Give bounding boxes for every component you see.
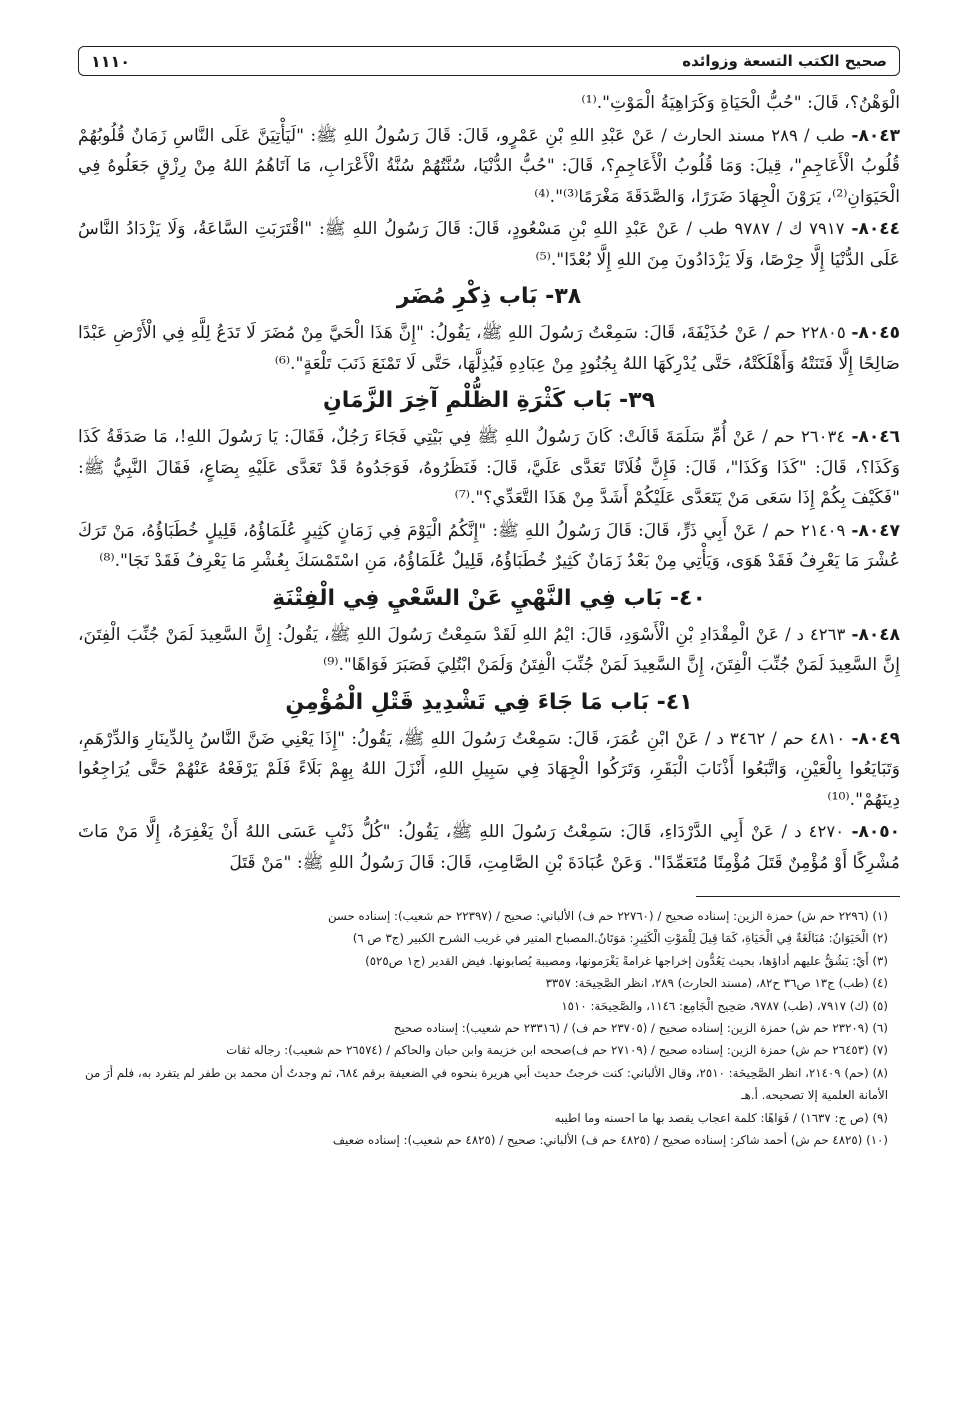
footnotes — [78, 905, 900, 1151]
hadith-text: عَنْ عَبْدِ اللهِ بْنِ مَسْعُودٍ، قَالَ: قَالَ رَسُولُ اللهِ ﷺ: "اقْتَرَبَتِ السَّاعَةُ، وَلَا يَزْدَادُ النَّاسُ عَلَى الدُّنْيَا إِلَّا حِرْصًا، وَلَا يَزْدَادُونَ مِنَ اللهِ إِلَّا بُعْدًا".⁽⁵⁾ — [78, 219, 900, 270]
hadith-source: ٧٩١٧ ك / ٩٧٨٧ طب / — [686, 219, 845, 238]
footnote: (٣) أَيْ: يَشُقُّ عليهم أداؤها، بحيث يَعُدُّون إخراجها غرامةً يَغْرَمونها، ومصيبة يُصابونها. فيض القدير (ج١ ص٥٢٥) — [365, 953, 888, 968]
hadith-source: ٢٦٠٣٤ حم / — [762, 427, 846, 446]
hadith-8046 — [78, 422, 900, 514]
page-header — [78, 46, 900, 76]
footnote: (٨) (حم) ٢١٤٠٩، انظر الصَّحِيحَة: ٢٥١٠، وقال الألباني: كنت خرجتُ حديث أبي هريرة بنحوه في الضعيفة برقم ٦٨٤، ثم وجدتُ أن محمد بن طفر لم يتفرد به، فلم أرَ من الأمانة العلمية إلا تصحيحه. أ.هـ — [85, 1065, 888, 1103]
hadith-text: عَنْ حُذَيْفَةَ، قَالَ: سَمِعْتُ رَسُولَ اللهِ ﷺ، يَقُولُ: "إِنَّ هَذَا الْحَيَّ مِنْ مُضَرَ لَا تَدَعُ لِلَّهِ فِي الْأَرْضِ عَبْدًا صَالِحًا إِلَّا فَتَنَتْهُ وَأَهْلَكَتْهُ، حَتَّى يُدْرِكَهَا اللهُ بِجُنُودٍ مِنْ عِبَادِهِ فَيُذِلَّهَا، حَتَّى لَا تَمْنَعَ ذَنَبَ تَلْعَةٍ".⁽⁶⁾ — [78, 323, 900, 374]
footnote: (٤) (طب) ج١٣ ص٣٦ ح٨٢، (مسند الحارث) ٢٨٩، انظر الصَّحِيحَة: ٣٣٥٧ — [545, 976, 888, 991]
chapter-heading: ٤٠- بَاب فِي النَّهْيِ عَنْ السَّعْيِ فِي الْفِتْنَةِ — [272, 585, 706, 611]
hadith-number: ٨٠٤٨- — [851, 624, 901, 645]
hadith-8043 — [78, 121, 900, 213]
footnote: (٩) (ص ج: ١٦٣٧) / فَوَاهًا: كلمة اعجاب يقصد بها ما احسنه وما اطيبه — [554, 1110, 888, 1125]
hadith-source: ٢٢٨٠٥ حم / — [763, 323, 846, 342]
chapter-heading: ٣٩- بَاب كَثْرَةِ الظُّلْمِ آخِرَ الزَّمَانِ — [322, 388, 656, 413]
footnote: (٧) (٢٦٤٥٣ حم ش) حمزة الزين: إسناده صحيح / (٢٧١٠٩ حم ف)صححه ابن خزيمة وابن حبان والحاكم / (٢٦٥٧٤ حم شعيب): رجاله ثقات — [226, 1043, 888, 1058]
hadith-text: عَنْ عَبْدِ اللهِ بْنِ عَمْرٍو، قَالَ: قَالَ رَسُولُ اللهِ ﷺ: "لَيَأْتِيَنَّ عَلَى النَّاسِ زَمَانٌ قُلُوبُهُمْ قُلُوبُ الْأَعَاجِمِ"، قِيلَ: وَمَا قُلُوبُ الْأَعَاجِمِ؟، قَالَ: "حُبُّ الدُّنْيَا، سُنَّتُهُمْ سُنَّةُ الْأَعْرَابِ، مَا آتَاهُمُ اللهُ مِنْ رِزْقٍ جَعَلُوهُ فِي الْحَيَوَانِ⁽²⁾، يَرَوْنَ الْجِهَادَ ضَرَرًا، وَالصَّدَقَةَ مَغْرَمًا⁽³⁾".⁽⁴⁾ — [78, 125, 900, 207]
hadith-source: ٤٨١٠ حم / ٣٤٦٢ د / — [705, 728, 846, 748]
hadith-number: ٨٠٤٩- — [851, 728, 901, 749]
footnote: (١) (٢٢٩٦ حم ش) حمزة الزين: إسناده صحيح / (٢٢٧٦٠ حم ف) الألباني: صحيح / (٢٢٣٩٧ حم شعيب): إسناده حسن — [327, 909, 888, 923]
hadith-source: ٤٢٦٣ د / — [785, 624, 846, 644]
hadith-text: عَنْ أَبِي الدَّرْدَاءِ، قَالَ: سَمِعْتُ رَسُولَ اللهِ ﷺ، يَقُولُ: "كُلُّ ذَنْبٍ عَسَى اللهُ أَنْ يَغْفِرَهُ، إِلَّا مَنْ مَاتَ مُشْرِكًا أَوْ مُؤْمِنٌ قَتَلَ مُؤْمِنًا مُتَعَمِّدًا". وَعَنْ عُبَادَةَ بْنِ الصَّامِتِ، قَالَ: قَالَ رَسُولُ اللهِ ﷺ: "مَنْ قَتَلَ — [78, 822, 900, 873]
chapter-heading: ٣٨- بَاب ذِكْرِ مُضَر — [396, 284, 582, 309]
footnote-divider — [696, 896, 900, 897]
footnote: (٥) (ك) ٧٩١٧، (طب) ٩٧٨٧، صَحِيح الْجَامِع: ١١٤٦، والصَّحِيحَة: ١٥١٠ — [561, 998, 888, 1013]
hadith-text: عَنْ الْمِقْدَادِ بْنِ الْأَسْوَدِ، قَالَ: ايْمُ اللهِ لَقَدْ سَمِعْتُ رَسُولَ اللهِ ﷺ، يَقُولُ: إِنَّ السَّعِيدَ لَمَنْ جُنِّبَ الْفِتَنَ، إِنَّ السَّعِيدَ لَمَنْ جُنِّبَ الْفِتَنَ، إِنَّ السَّعِيدَ لَمَنْ جُنِّبَ الْفِتَنُ وَلَمَنْ ابْتُلِيَ فَصَبَرَ فَوَاهًا".⁽⁹⁾ — [78, 624, 900, 675]
book-title: صحيح الكتب التسعة وزوائده — [682, 52, 887, 70]
hadith-text: عَنْ ابْنِ عُمَرَ، قَالَ: سَمِعْتُ رَسُولَ اللهِ ﷺ، يَقُولُ: "إِذَا يَعْنِي ضَنَّ النَّاسُ بِالدِّينَارِ وَالدِّرْهَمِ، وَتَبَايَعُوا بِالْعَيْنِ، وَاتَّبَعُوا أَذْنَابَ الْبَقَرِ، وَتَرَكُوا الْجِهَادَ فِي سَبِيلِ اللهِ، أَنْزَلَ اللهُ بِهِمْ بَلَاءً فَلَمْ يَرْفَعْهُ عَنْهُمْ حَتَّى يُرَاجِعُوا دِينَهُمْ".⁽¹⁰⁾ — [78, 728, 900, 810]
hadith-text: عَنْ أُمِّ سَلَمَةَ قَالَتْ: كَانَ رَسُولُ اللهِ ﷺ فِي بَيْتِي فَجَاءَ رَجُلٌ، فَقَالَ: يَا رَسُولَ اللهِ!، مَا صَدَقَةُ كَذَا وَكَذَا؟، قَالَ: "كَذَا وَكَذَا"، قَالَ: فَإِنَّ فُلَانًا تَعَدَّى عَلَيَّ، قَالَ: فَنَظَرُوهُ، فَوَجَدُوهُ قَدْ تَعَدَّى عَلَيْهِ بِصَاعٍ، فَقَالَ النَّبِيُّ ﷺ: "فَكَيْفَ بِكُمْ إِذَا سَعَى مَنْ يَتَعَدَّى عَلَيْكُمْ أَشَدَّ مِنْ هَذَا التَّعَدِّي؟".⁽⁷⁾ — [78, 427, 900, 508]
hadith-8045 — [78, 318, 900, 379]
page-number: ١١١٠ — [91, 51, 131, 71]
page-body — [78, 88, 900, 878]
footnote: (٦) (٢٣٢٠٩ حم ش) حمزة الزين: إسناده صحيح / (٢٣٧٠٥ حم ف) / (٢٣٣١٦ حم شعيب): إسناده صحيح — [393, 1021, 888, 1036]
chapter-heading: ٤١- بَاب مَا جَاءَ فِي تَشْدِيدِ قَتْلِ الْمُؤْمِنِ — [285, 689, 693, 715]
footnote: (٢) الْحَيَوَانُ: مُبَالَغَةٌ فِي الْحَيَاةِ، كَمَا قِيلَ لِلْمَوْتِ الْكَثِيرِ: مَوَتَانٌ.المصباح المنير في غريب الشرح الكبير (ج٣ ص ٦) — [352, 931, 888, 946]
footnote: (١٠) (٤٨٢٥ حم ش) أحمد شاكر: إسناده صحيح / (٤٨٢٥ حم ف) الألباني: صحيح / (٤٨٢٥ حم شعيب): إسناده ضعيف — [332, 1133, 888, 1148]
hadith-8050 — [78, 817, 900, 878]
hadith-number: ٨٠٤٦- — [851, 427, 901, 447]
hadith-8047 — [78, 516, 900, 577]
hadith-number: ٨٠٤٥- — [851, 323, 900, 343]
hadith-number: ٨٠٤٣- — [851, 125, 900, 146]
hadith-source: ٤٢٧٠ د / — [781, 822, 845, 841]
hadith-text: عَنْ أَبِي ذَرٍّ، قَالَ: قَالَ رَسُولُ اللهِ ﷺ: "إِنَّكُمُ الْيَوْمَ فِي زَمَانٍ كَثِيرٍ عُلَمَاؤُهُ، قَلِيلٍ خُطَبَاؤُهُ، مَنْ تَرَكَ عُشْرَ مَا يَعْرِفُ فَقَدْ هَوَى، وَيَأْتِي مِنْ بَعْدُ زَمَانٌ كَثِيرٌ خُطَبَاؤُهُ، قَلِيلٌ عُلَمَاؤُهُ، مَنِ اسْتَمْسَكَ بِعُشْرِ مَا يَعْرِفُ فَقَدْ نَجَا".⁽⁸⁾ — [78, 520, 900, 571]
hadith-number: ٨٠٤٧- — [851, 520, 900, 541]
hadith-source: طب / ٢٨٩ مسند الحارث / — [661, 125, 846, 145]
hadith-source: ٢١٤٠٩ حم / — [762, 520, 846, 540]
hadith-number: ٨٠٥٠- — [851, 822, 901, 842]
hadith-8049 — [78, 724, 900, 816]
hadith-8044 — [78, 214, 900, 275]
hadith-8048 — [78, 620, 900, 681]
paragraph: الْوَهْنُ؟، قَالَ: "حُبُّ الْحَيَاةِ وَكَرَاهِيَةُ الْمَوْتِ".⁽¹⁾ — [581, 93, 900, 113]
hadith-number: ٨٠٤٤- — [851, 219, 900, 239]
book-page — [78, 46, 900, 1386]
